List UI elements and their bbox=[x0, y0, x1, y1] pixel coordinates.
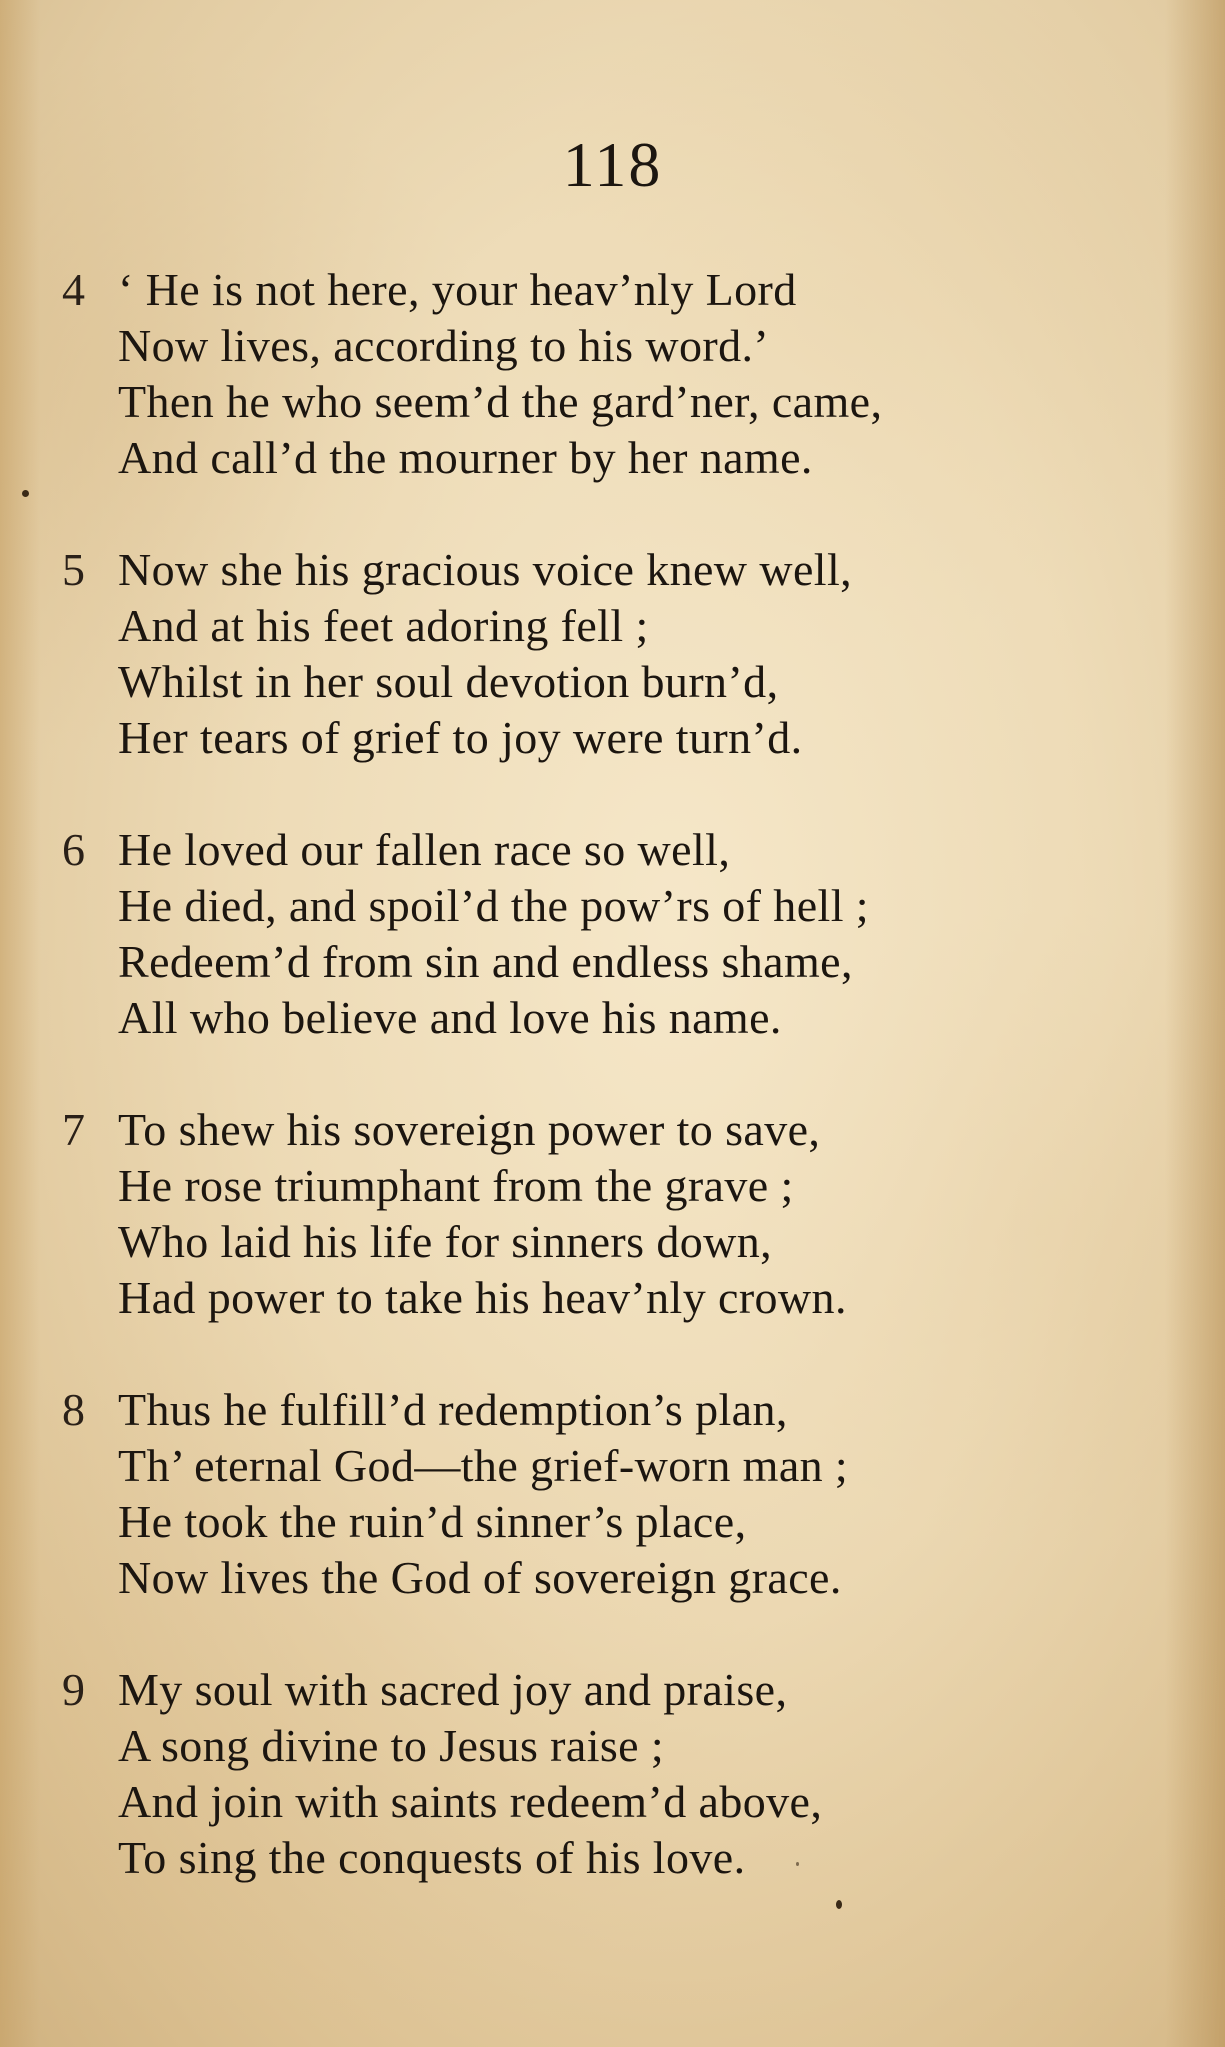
stanza-5 bbox=[62, 542, 1182, 766]
verse-line: A song divine to Jesus raise ; bbox=[118, 1720, 665, 1771]
stanza-8 bbox=[62, 1382, 1182, 1606]
verse-line: ‘ He is not here, your heav’nly Lord bbox=[118, 264, 797, 315]
verse-line: Thus he fulfill’d redemption’s plan, bbox=[118, 1384, 788, 1435]
stanza-number: 9 bbox=[62, 1664, 85, 1715]
verse-line: He took the ruin’d sinner’s place, bbox=[118, 1496, 747, 1547]
stanza-number: 8 bbox=[62, 1384, 85, 1435]
ink-speck bbox=[22, 490, 29, 497]
stanza-number: 7 bbox=[62, 1104, 85, 1155]
verse-line: Then he who seem’d the gard’ner, came, bbox=[118, 376, 883, 427]
verse-line: To sing the conquests of his love. bbox=[118, 1832, 746, 1883]
stanza-6 bbox=[62, 822, 1182, 1046]
stanza-number: 6 bbox=[62, 824, 85, 875]
verse-line: He died, and spoil’d the pow’rs of hell ; bbox=[118, 880, 869, 931]
verse-line: All who believe and love his name. bbox=[118, 992, 782, 1043]
verse-line: Now lives, according to his word.’ bbox=[118, 320, 770, 371]
verse-line: Whilst in her soul devotion burn’d, bbox=[118, 656, 779, 707]
stanza-number: 4 bbox=[62, 264, 85, 315]
stanza-number: 5 bbox=[62, 544, 85, 595]
verse-line: Had power to take his heav’nly crown. bbox=[118, 1272, 847, 1323]
verse-line: Now lives the God of sovereign grace. bbox=[118, 1552, 842, 1603]
verse-line: He loved our fallen race so well, bbox=[118, 824, 731, 875]
page-edge-shadow-left bbox=[0, 0, 40, 2047]
page-number: 118 bbox=[562, 129, 663, 200]
verse-line: And join with saints redeem’d above, bbox=[118, 1776, 823, 1827]
verse-line: Redeem’d from sin and endless shame, bbox=[118, 936, 853, 987]
stanza-9 bbox=[62, 1662, 1182, 1886]
hymn-text bbox=[62, 262, 1182, 1942]
verse-line: Her tears of grief to joy were turn’d. bbox=[118, 712, 803, 763]
stanza-4 bbox=[62, 262, 1182, 486]
verse-line: My soul with sacred joy and praise, bbox=[118, 1664, 788, 1715]
verse-line: And at his feet adoring fell ; bbox=[118, 600, 649, 651]
stanza-7 bbox=[62, 1102, 1182, 1326]
verse-line: And call’d the mourner by her name. bbox=[118, 432, 813, 483]
verse-line: He rose triumphant from the grave ; bbox=[118, 1160, 794, 1211]
verse-line: Now she his gracious voice knew well, bbox=[118, 544, 853, 595]
verse-line: Who laid his life for sinners down, bbox=[118, 1216, 773, 1267]
verse-line: Th’ eternal God—the grief-worn man ; bbox=[118, 1440, 849, 1491]
verse-line: To shew his sovereign power to save, bbox=[118, 1104, 821, 1155]
